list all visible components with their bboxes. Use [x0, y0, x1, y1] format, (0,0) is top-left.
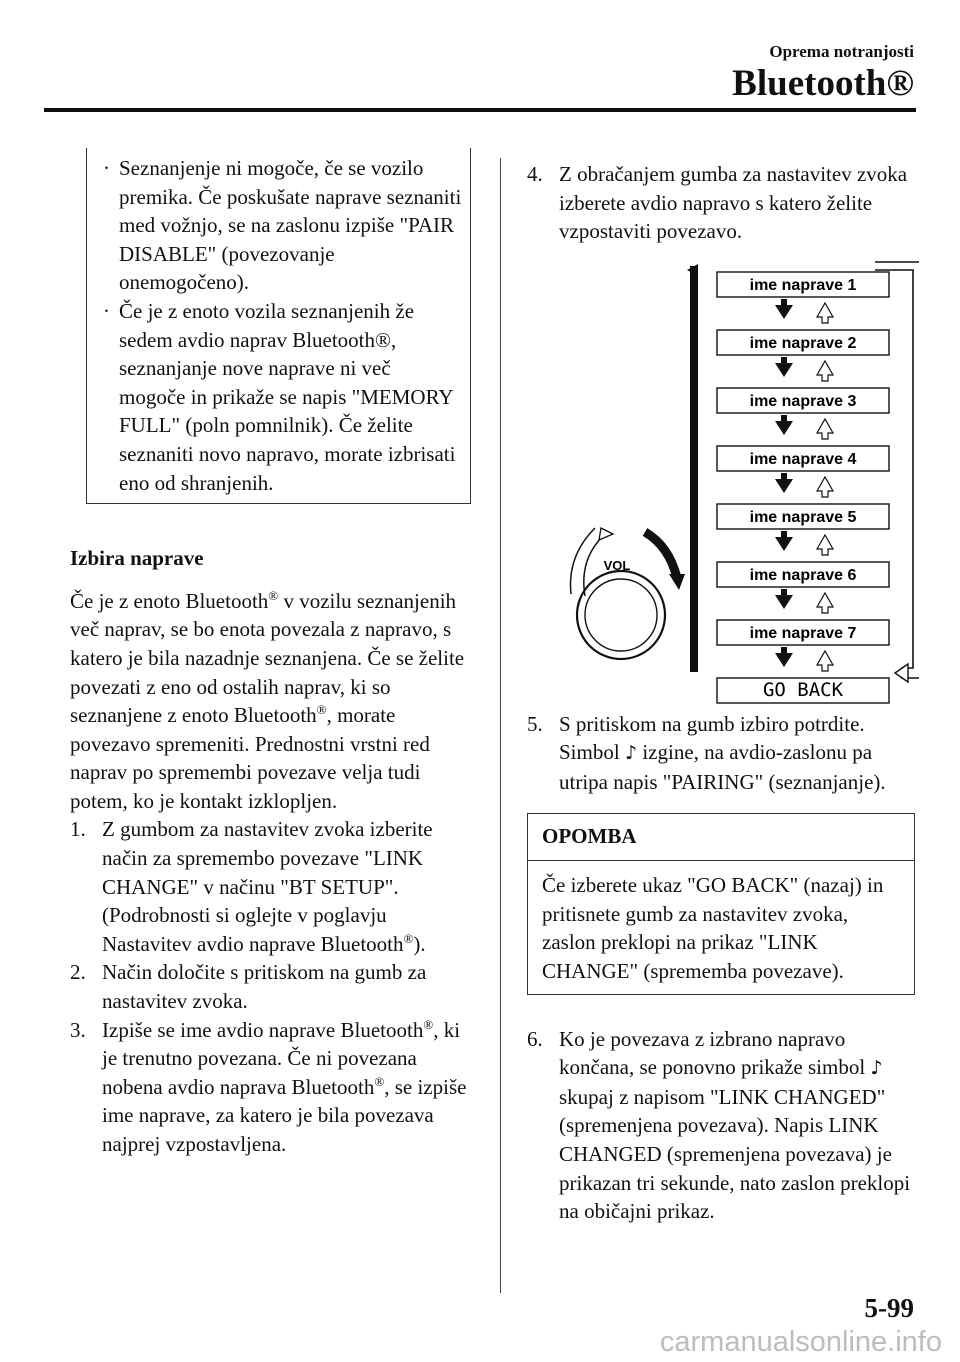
device-selection-diagram [527, 260, 919, 710]
down-arrow-stem [781, 589, 787, 596]
down-arrow-stem [781, 299, 787, 306]
step-4: 4. Z obračanjem gumba za nastavitev zvoka izberete avdio napravo s katero želite vzpostaviti povezavo. [527, 162, 908, 244]
section-intro: Če je z enoto Bluetooth® v vozilu seznanjenih več naprav, se bo enota povezala z napravo, s katero je bila nazadnje seznanjena. Če se želite povezati z eno od ostalih naprav, ki so seznanjene z enoto Bluetooth®, morate povezavo spremeniti. Prednostni vrstni red naprav po spremembi povezave velja tudi potem, ko je kontakt izklopljen. [70, 587, 465, 813]
go-back-label: GO BACK [762, 678, 844, 701]
step-3: 3. Izpiše se ime avdio naprave Bluetooth®, ki je trenutno povezana. Če ni povezana nobena avdio naprava Bluetooth®, se izpiše ime naprave, za katero je bila povezava najprej vzpostavljena. [70, 1016, 467, 1156]
down-arrow-icon [775, 479, 793, 493]
note-text: Če je z enoto vozila seznanjenih že sedem avdio naprav Bluetooth®, seznanjanje nove naprave ni več mogoče in prikaže se napis "MEMORY FULL" (poln pomnilnik). Če želite seznaniti novo napravo, morate izbrisati eno od shranjenih. [119, 298, 456, 495]
down-arrow-icon [775, 305, 793, 319]
note-text: Seznanjenje ni mogoče, če se vozilo premika. Če poskušate naprave seznaniti med vožnjo, se na zaslonu izpiše "PAIR DISABLE" (povezovanje onemogočeno). [119, 156, 462, 295]
right-column [527, 160, 919, 1226]
left-column [70, 148, 470, 1159]
up-arrow-icon [817, 361, 833, 381]
note-heading: OPOMBA [528, 814, 914, 862]
note-item [87, 154, 470, 297]
down-arrow-icon [775, 421, 793, 435]
device-label: ime naprave 3 [749, 392, 857, 410]
down-arrow-icon [775, 653, 793, 667]
header-title: Bluetooth® [732, 63, 914, 104]
bullet: · [103, 156, 110, 180]
loop-back-arrow [875, 262, 919, 682]
up-arrow-icon [817, 593, 833, 613]
up-arrow-icon [817, 651, 833, 671]
music-note-icon: ♪ [624, 742, 638, 765]
notes-box [86, 148, 471, 504]
step-6: 6. Ko je povezava z izbrano napravo končana, se ponovno prikaže simbol ♪ skupaj z napisom "LINK CHANGED" (spremenjena povezava). Napis LINK CHANGED (spremenjena povezava) je prikazan tri sekunde, nato zaslon preklopi na običajni prikaz. [527, 1026, 911, 1224]
down-arrow-icon [775, 363, 793, 377]
scroll-down-bar [690, 266, 698, 672]
down-arrow-icon [775, 595, 793, 609]
music-note-icon: ♪ [870, 1057, 883, 1080]
device-label: ime naprave 5 [749, 508, 857, 526]
note-box [527, 813, 915, 995]
step-1: 1. Z gumbom za nastavitev zvoka izberite način za spremembo povezave "LINK CHANGE" v načinu "BT SETUP". (Podrobnosti si oglejte v poglavju Nastavitev avdio naprave Bluetooth®). [70, 817, 433, 956]
section-title: Izbira naprave [70, 546, 204, 571]
page-number: 5-99 [864, 1293, 914, 1323]
down-arrow-stem [781, 531, 787, 538]
up-arrow-icon [817, 303, 833, 323]
header-subtitle: Oprema notranjosti [769, 42, 914, 61]
header-rule [44, 108, 916, 112]
down-arrow-stem [781, 473, 787, 480]
steps-list-left [70, 815, 470, 1158]
device-label: ime naprave 2 [749, 334, 857, 352]
step-5: 5. S pritiskom na gumb izbiro potrdite. Simbol ♪ izgine, na avdio-zaslonu pa utripa napis "PAIRING" (seznanjanje). [527, 711, 886, 794]
up-arrow-icon [817, 535, 833, 555]
device-label: ime naprave 7 [749, 624, 857, 642]
bullet: · [103, 298, 110, 323]
note-item [87, 297, 470, 497]
device-label: ime naprave 4 [749, 450, 857, 468]
up-arrow-icon [817, 419, 833, 439]
down-arrow-icon [775, 537, 793, 551]
down-arrow-stem [781, 415, 787, 422]
note-body: Če izberete ukaz "GO BACK" (nazaj) in pritisnete gumb za nastavitev zvoka, zaslon preklopi na prikaz "LINK CHANGE" (sprememba povezave). [542, 873, 884, 983]
device-list [717, 272, 889, 703]
down-arrow-stem [781, 647, 787, 654]
watermark: carmanualsonline.info [659, 1326, 942, 1358]
up-arrow-icon [817, 477, 833, 497]
device-label: ime naprave 6 [749, 566, 857, 584]
vol-label: VOL [603, 557, 631, 573]
vol-knob [577, 558, 665, 659]
rotate-right-arrow-icon [645, 532, 685, 590]
down-arrow-stem [781, 357, 787, 364]
step-2: 2. Način določite s pritiskom na gumb za nastavitev zvoka. [70, 960, 427, 1014]
device-label: ime naprave 1 [749, 276, 857, 294]
column-divider [500, 158, 501, 1293]
